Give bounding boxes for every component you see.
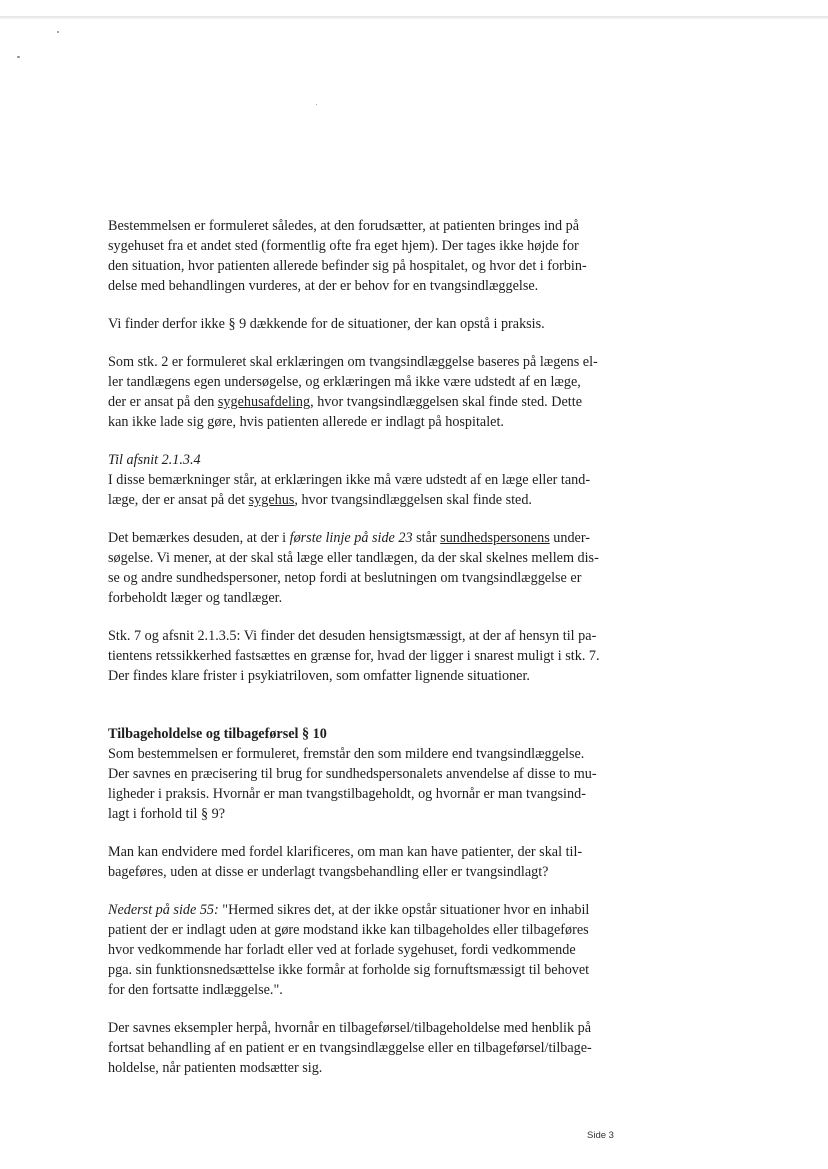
paragraph-stk-2: Som stk. 2 er formuleret skal erklæringen om tvangsindlæggelse baseres på lægens el- ler tandlægens egen undersøgelse, og erklæringen må ikke være udstedt af en læge, der er ansat på den sygehusafdeling, hvor tvangsindlæggelsen skal finde sted. Dette kan ikke lade sig gøre, hvis patienten allerede er indlagt på hospitalet. bbox=[108, 354, 598, 430]
scan-edge-line bbox=[0, 16, 828, 19]
scan-speck bbox=[57, 31, 59, 33]
paragraph-section-10-intro: Som bestemmelsen er formuleret, fremstår den som mildere end tvangsindlæggelse. Der savnes en præcisering til brug for sundhedspersonalets anvendelse af disse to mu- ligheder i praksis. Hvornår er man tvangstilbageholdt, og hvornår er man tvangsind- lagt i forhold til § 9? bbox=[108, 746, 597, 822]
paragraph-side-55-quote: Nederst på side 55: "Hermed sikres det, at der ikke opstår situationer hvor en inhabil patient der er indlagt uden at gøre modstand ikke kan tilbageholdes eller tilbageføres hvor vedkommende har forladt eller ved at forlade sygehuset, fordi vedkommende pga. sin funktionsnedsættelse ikke formår at forholde sig fornuftsmæssigt til behovet for den fortsatte indlæggelse.". bbox=[108, 902, 590, 998]
underlined-term: sygehusafdeling bbox=[217, 394, 311, 410]
paragraph-clarification: Man kan endvidere med fordel klarificeres, om man kan have patienter, der skal til- bageføres, uden at disse er underlagt tvangsbehandling eller er tvangsindlagt? bbox=[108, 844, 583, 880]
document-body bbox=[108, 216, 618, 1096]
italic-reference: første linje på side 23 bbox=[289, 530, 413, 546]
paragraph-afsnit-2-1-3-4: I disse bemærkninger står, at erklæringen ikke må være udstedt af en læge eller tand- læge, der er ansat på det sygehus, hvor tvangsindlæggelsen skal finde sted. bbox=[108, 472, 591, 508]
section-heading-section-10: Tilbageholdelse og tilbageførsel § 10 bbox=[108, 726, 327, 742]
paragraph-section-9-scope: Bestemmelsen er formuleret således, at den forudsætter, at patienten bringes ind på sygehuset fra et andet sted (formentlig ofte fra eget hjem). Der tages ikke højde for den situation, hvor patienten allerede befinder sig på hospitalet, og hvor det i forbin- delse med behandlingen vurderes, at der er behov for en tvangsindlæggelse. bbox=[108, 218, 587, 294]
italic-reference: Nederst på side 55: bbox=[108, 902, 219, 918]
underlined-term: sygehus bbox=[248, 492, 295, 508]
paragraph-stk-7: Stk. 7 og afsnit 2.1.3.5: Vi finder det desuden hensigtsmæssigt, at der af hensyn til pa- tientens retssikkerhed fastsættes en grænse for, hvad der ligger i snarest muligt i stk. 7. Der findes klare frister i psykiatriloven, som omfatter lignende situationer. bbox=[108, 628, 600, 684]
scan-speck bbox=[316, 104, 317, 105]
subheading-afsnit-2-1-3-4: Til afsnit 2.1.3.4 bbox=[108, 452, 201, 468]
scan-speck bbox=[17, 56, 20, 58]
paragraph-examples: Der savnes eksempler herpå, hvornår en tilbageførsel/tilbageholdelse med henblik på fortsat behandling af en patient er en tvangsindlæggelse eller en tilbageførsel/tilbage- holdelse, når patienten modsætter sig. bbox=[108, 1020, 592, 1076]
underlined-term: sundhedspersonens bbox=[440, 530, 550, 546]
paragraph-conclusion-section-9: Vi finder derfor ikke § 9 dækkende for de situationer, der kan opstå i praksis. bbox=[108, 316, 545, 332]
page-number: Side 3 bbox=[587, 1130, 614, 1141]
paragraph-side-23: Det bemærkes desuden, at der i første linje på side 23 står sundhedspersonens under- søgelse. Vi mener, at der skal stå læge eller tandlægen, da der skal skelnes mellem dis- se og andre sundhedspersoner, netop fordi at beslutningen om tvangsindlæggelse er forbeholdt læger og tandlæger. bbox=[108, 530, 599, 606]
